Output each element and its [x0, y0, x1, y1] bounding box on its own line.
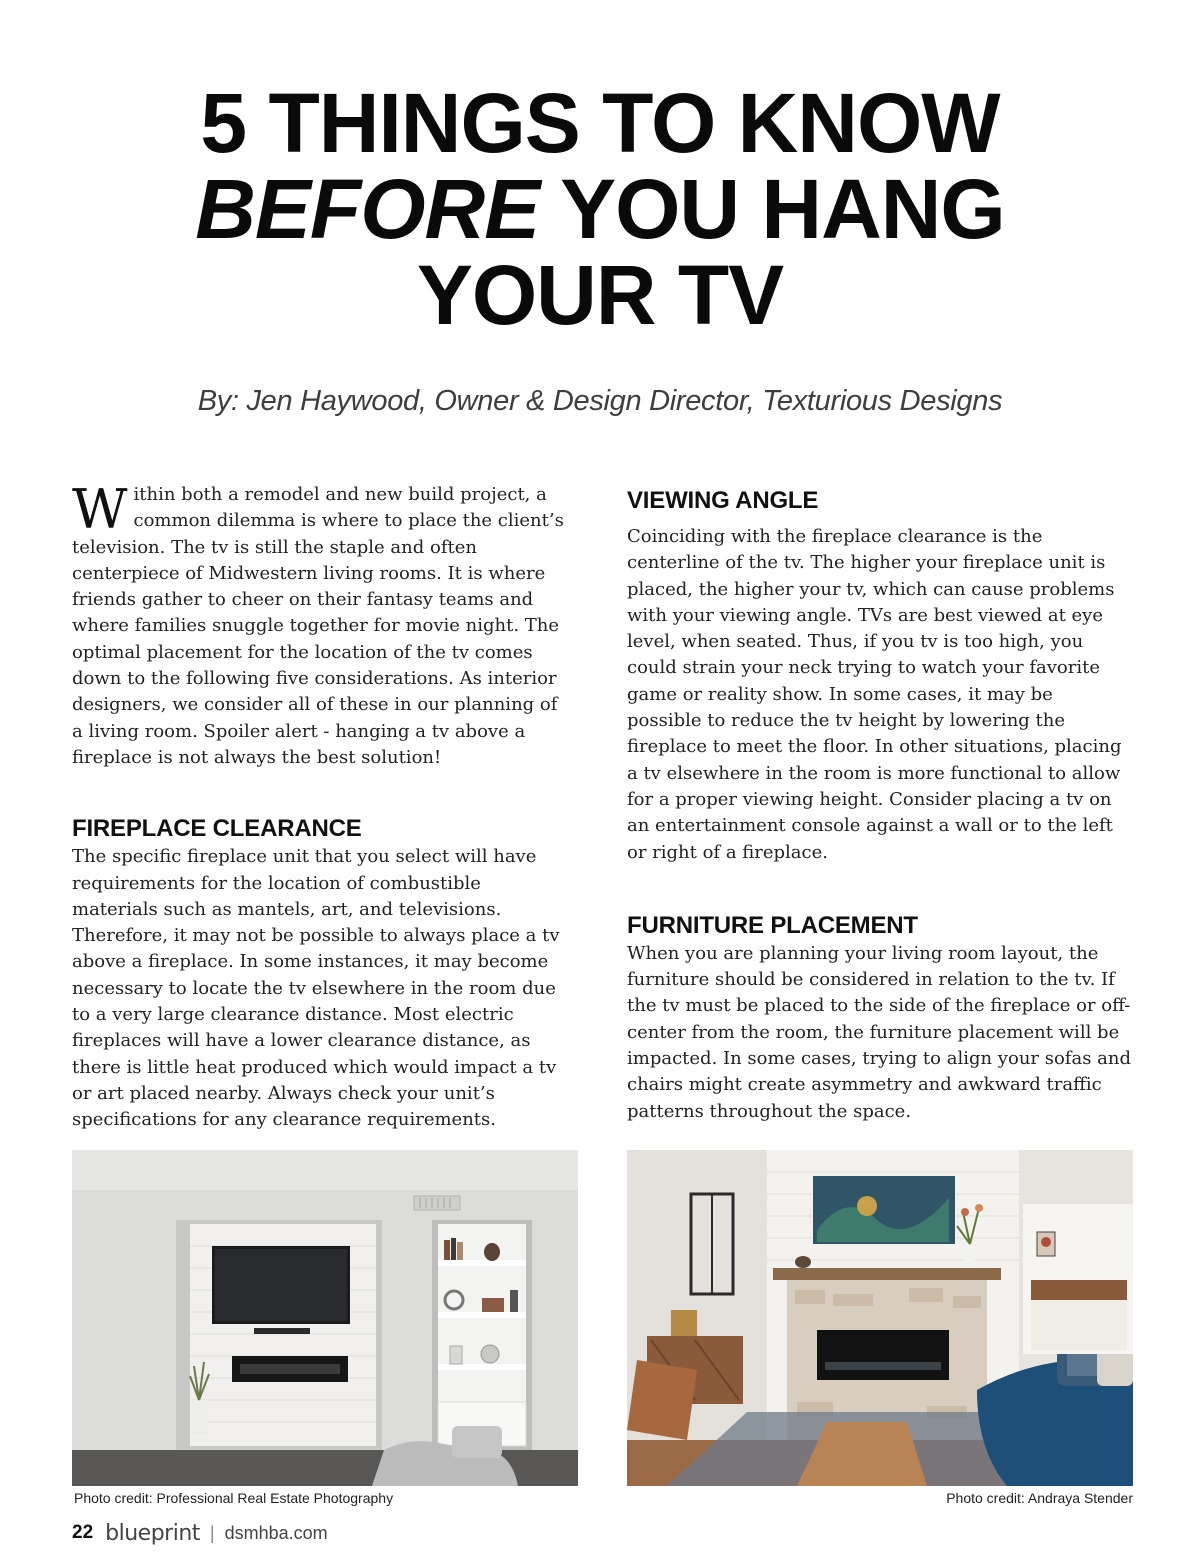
brand-logo: blueprint	[105, 1520, 200, 1546]
site-url: dsmhba.com	[224, 1522, 328, 1543]
right-column	[627, 486, 1132, 1125]
title-emphasis: BEFORE	[195, 162, 540, 256]
fireplace-heading: FIREPLACE CLEARANCE	[72, 815, 362, 843]
furniture-heading: FURNITURE PLACEMENT	[627, 911, 918, 939]
intro-text: ithin both a remodel and new build project, a common dilemma is where to place the client’s television. The tv is still the staple and often centerpiece of Midwestern living rooms. It is where friends gather to cheer on their fantasy teams and where families snuggle together for movie night. The optimal placement for the location of the tv comes down to the following five considerations. As interior designers, we consider all of these in our planning of a living room. Spoiler alert - hanging a tv above a fireplace is not always the best solution!	[72, 484, 564, 768]
title-line-1: 5 THINGS TO KNOW	[200, 76, 1000, 170]
viewing-heading: VIEWING ANGLE	[627, 487, 819, 514]
fireplace-body: The specific fireplace unit that you select will have requirements for the location of combustible materials such as mantels, art, and televisions. Therefore, it may not be possible to always place a tv above a fireplace. In some instances, it may become necessary to locate the tv elsewhere in the room due to a very large clearance distance. Most electric fireplaces will have a lower clearance distance, as there is little heat produced which would impact a tv or art placed nearby. Always check your unit’s specifications for any clearance requirements.	[72, 846, 560, 1131]
intro-paragraph	[72, 478, 572, 771]
furniture-body: When you are planning your living room layout, the furniture should be considered in relation to the tv. If the tv must be placed to the side of the fireplace or off-center from the room, the furniture placement will be impacted. In some cases, trying to align your sofas and chairs might create asymmetry and awkward traffic patterns throughout the space.	[627, 942, 1132, 1122]
living-room-photo-fireplace	[627, 1150, 1133, 1486]
page-number: 22	[72, 1522, 94, 1543]
title-line-3: YOUR TV	[416, 248, 784, 342]
photo-credit-left: Photo credit: Professional Real Estate Photography	[74, 1490, 394, 1506]
viewing-body: Coinciding with the fireplace clearance is the centerline of the tv. The higher your fireplace unit is placed, the higher your tv, which can cause problems with your viewing angle. TVs are best viewed at eye level, when seated. Thus, if you tv is too high, you could strain your neck trying to watch your favorite game or reality show. In some cases, it may be possible to reduce the tv height by lowering the fireplace to meet the floor. In other situations, placing a tv elsewhere in the room is more functional to allow for a proper viewing height. Consider placing a tv on an entertainment console against a wall or to the left or right of a fireplace.	[627, 526, 1122, 863]
title-line-2-rest: YOU HANG	[539, 162, 1005, 256]
byline: By: Jen Haywood, Owner & Design Director, Texturious Designs	[197, 385, 1003, 417]
drop-cap: W	[72, 478, 128, 541]
photo-credit-right: Photo credit: Andraya Stender	[946, 1490, 1133, 1506]
left-column	[72, 478, 572, 1134]
title-line-2	[0, 162, 1200, 256]
page-footer	[72, 1516, 328, 1550]
article-title	[0, 76, 1200, 342]
living-room-photo-tv-wall	[72, 1150, 578, 1486]
footer-separator: |	[209, 1522, 215, 1543]
